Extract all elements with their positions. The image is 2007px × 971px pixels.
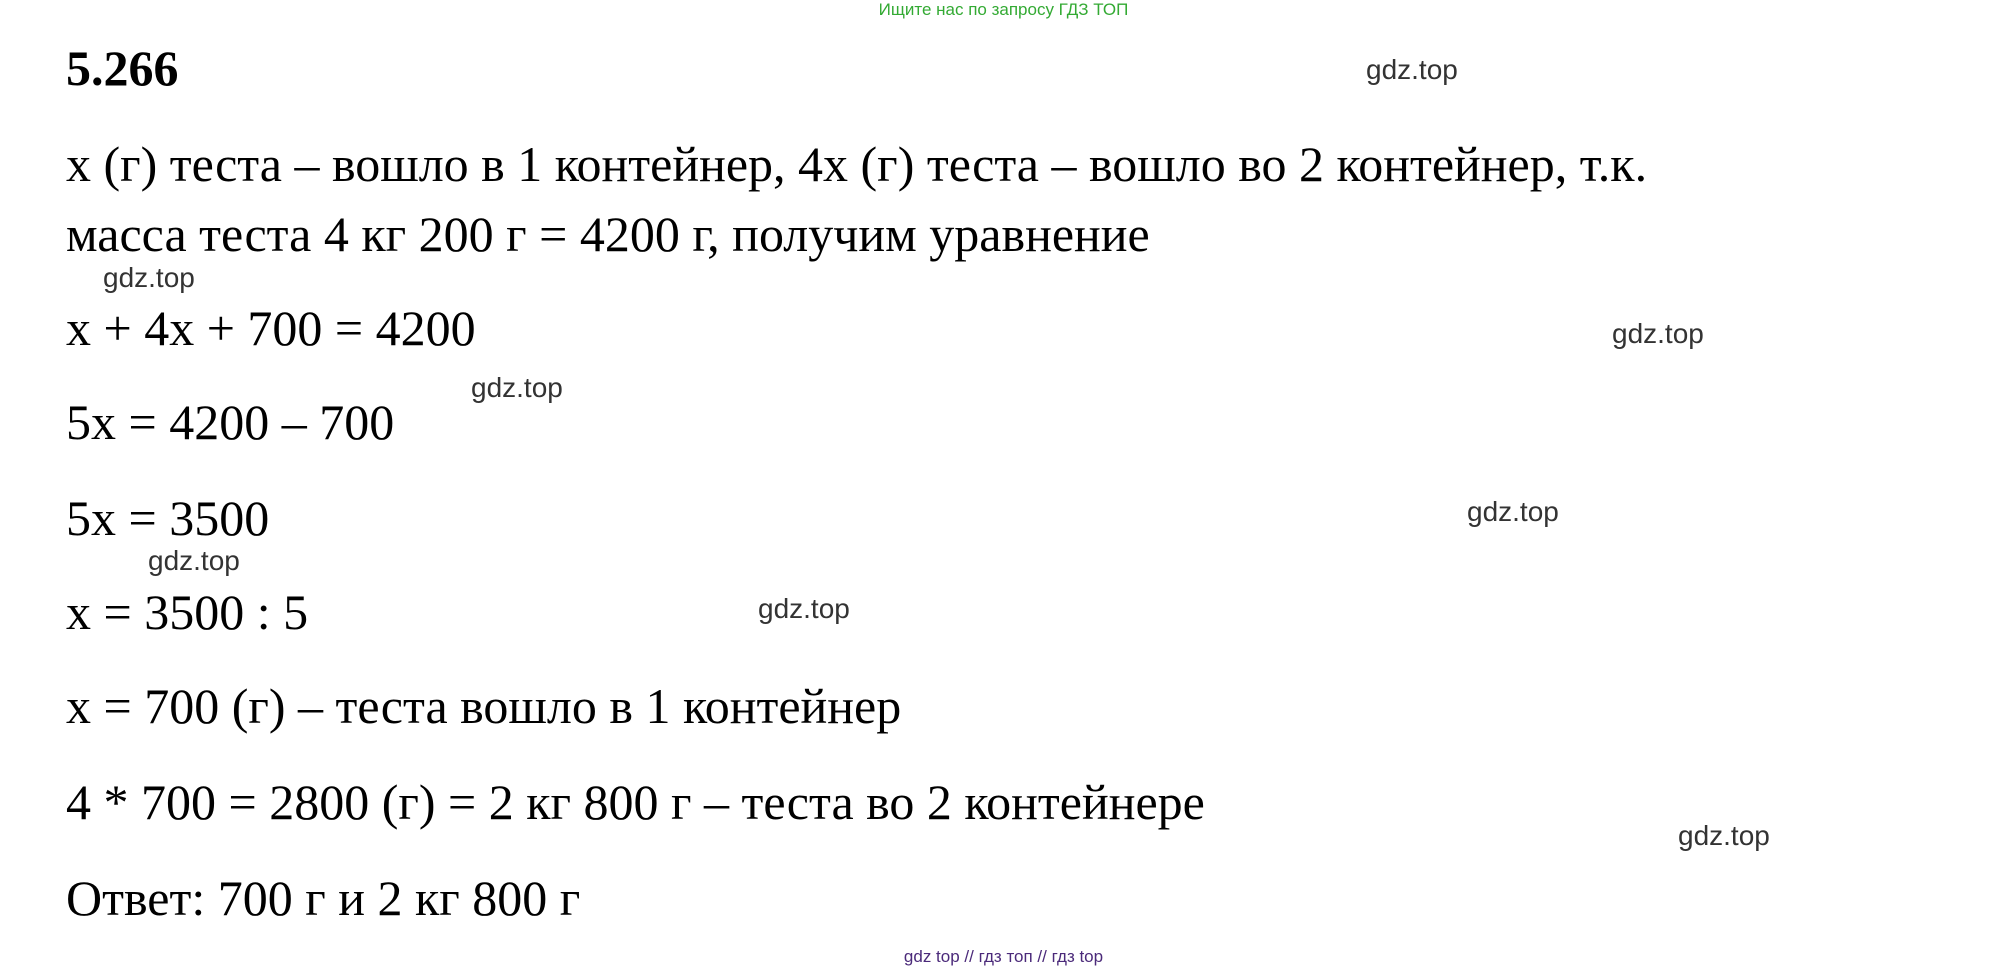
search-hint-link[interactable]: Ищите нас по запросу ГДЗ ТОП bbox=[878, 0, 1129, 19]
watermark: gdz.top bbox=[103, 262, 195, 293]
result-line-2: 4 * 700 = 2800 (г) = 2 кг 800 г – теста во 2 контейнере bbox=[66, 774, 1205, 830]
equation-line-2: 5х = 4200 – 700 bbox=[66, 394, 395, 450]
watermark: gdz.top bbox=[758, 593, 850, 624]
watermark: gdz.top bbox=[1366, 54, 1458, 85]
watermark: gdz.top bbox=[471, 372, 563, 403]
result-line-1: х = 700 (г) – теста вошло в 1 контейнер bbox=[66, 678, 902, 734]
watermark: gdz.top bbox=[1467, 496, 1559, 527]
problem-number: 5.266 bbox=[66, 40, 179, 96]
equation-line-4: х = 3500 : 5 bbox=[66, 584, 309, 640]
solution-line-2: масса теста 4 кг 200 г = 4200 г, получим уравнение bbox=[66, 206, 1150, 262]
watermark: gdz.top bbox=[1612, 318, 1704, 349]
solution-line-1: х (г) теста – вошло в 1 контейнер, 4х (г) теста – вошло во 2 контейнер, т.к. bbox=[66, 136, 1648, 192]
footer-links[interactable]: gdz top // гдз топ // гдз top bbox=[903, 947, 1104, 966]
watermark: gdz.top bbox=[1678, 820, 1770, 851]
answer-line: Ответ: 700 г и 2 кг 800 г bbox=[66, 870, 581, 926]
equation-line-1: х + 4х + 700 = 4200 bbox=[66, 300, 476, 356]
watermark: gdz.top bbox=[148, 545, 240, 576]
equation-line-3: 5х = 3500 bbox=[66, 490, 270, 546]
